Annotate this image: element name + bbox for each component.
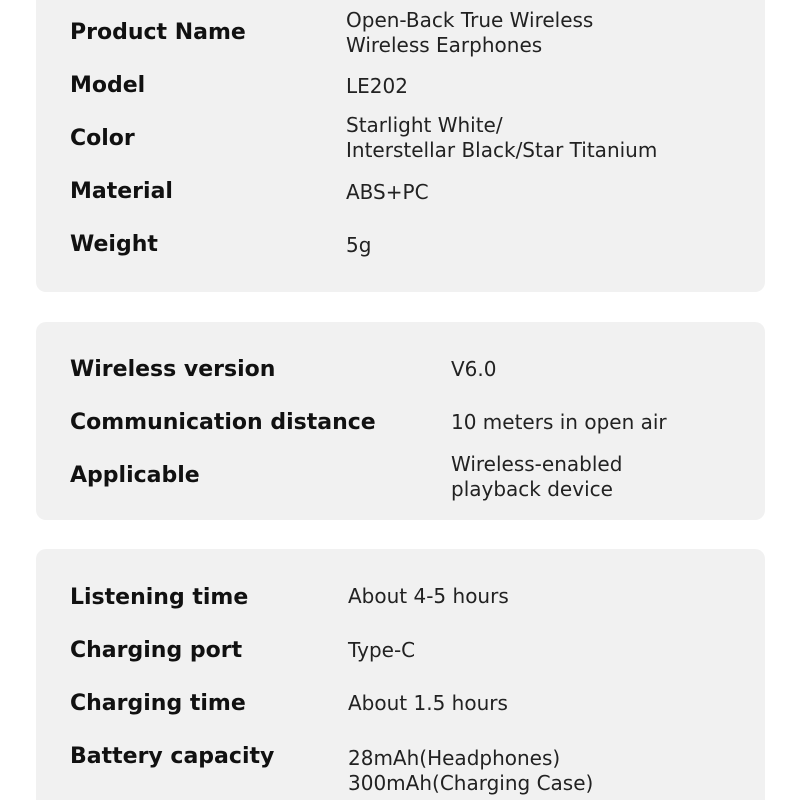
battery-capacity-value-line: 28mAh(Headphones) (348, 746, 561, 770)
listening-time-value-line: About 4-5 hours (348, 584, 509, 608)
battery-capacity-value (348, 746, 593, 796)
communication-distance-value (451, 410, 667, 435)
wireless-version-value (451, 357, 497, 382)
applicable-value (451, 452, 622, 502)
communication-distance-value-line: 10 meters in open air (451, 410, 667, 434)
material-label: Material (70, 179, 173, 204)
wireless-version-label: Wireless version (70, 357, 276, 382)
applicable-value-line: playback device (451, 477, 613, 501)
model-value-line: LE202 (346, 74, 408, 98)
weight-value (346, 233, 371, 258)
color-value-line: Interstellar Black/Star Titanium (346, 138, 658, 162)
applicable-label: Applicable (70, 463, 200, 488)
model-value (346, 74, 408, 99)
color-value-line: Starlight White/ (346, 113, 503, 137)
model-label: Model (70, 73, 146, 98)
charging-time-value-line: About 1.5 hours (348, 691, 508, 715)
communication-distance-label: Communication distance (70, 410, 376, 435)
charging-port-value-line: Type-C (348, 638, 416, 662)
product-name-value (346, 8, 593, 58)
charging-time-value (348, 691, 508, 716)
listening-time-label: Listening time (70, 585, 249, 610)
color-label: Color (70, 126, 135, 151)
wireless-version-value-line: V6.0 (451, 357, 497, 381)
material-value (346, 180, 429, 205)
material-value-line: ABS+PC (346, 180, 429, 204)
color-value (346, 113, 657, 163)
battery-capacity-label: Battery capacity (70, 744, 275, 769)
weight-value-line: 5g (346, 233, 372, 257)
product-name-value-line: Wireless Earphones (346, 33, 543, 57)
charging-port-label: Charging port (70, 638, 243, 663)
listening-time-value (348, 584, 509, 609)
weight-label: Weight (70, 232, 158, 257)
charging-time-label: Charging time (70, 691, 246, 716)
charging-port-value (348, 638, 415, 663)
product-name-label: Product Name (70, 20, 246, 45)
battery-capacity-value-line: 300mAh(Charging Case) (348, 771, 594, 795)
product-name-value-line: Open-Back True Wireless (346, 8, 594, 32)
applicable-value-line: Wireless-enabled (451, 452, 623, 476)
